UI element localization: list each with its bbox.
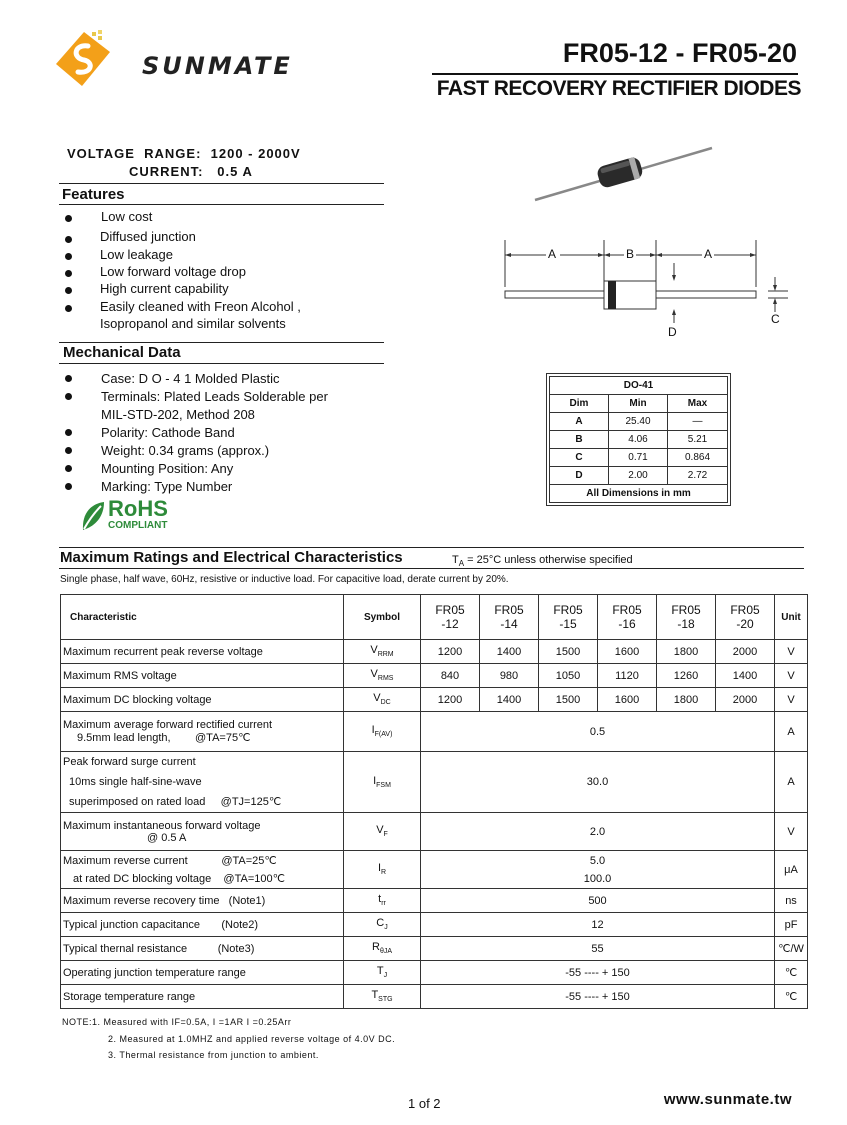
cell-symbol: $I_{FSM}$ bbox=[344, 752, 421, 813]
diode-photo bbox=[530, 140, 720, 205]
note-3: 3. Thermal resistance from junction to ambient. bbox=[108, 1050, 319, 1060]
cell-value: 2000 bbox=[716, 640, 775, 664]
table-row bbox=[550, 413, 728, 431]
cell-value: 1600 bbox=[598, 640, 657, 664]
feature-item: Low cost bbox=[101, 209, 153, 224]
features-top-rule bbox=[59, 183, 384, 184]
cell-characteristic: Typical thernal resistance (Note3) bbox=[61, 937, 344, 961]
ratings-top-rule bbox=[59, 547, 804, 548]
feature-item: Isopropanol and similar solvents bbox=[100, 316, 286, 331]
cell-symbol: $V_{RMS}$ bbox=[344, 664, 421, 688]
table-row bbox=[550, 467, 728, 485]
voltage-range: VOLTAGE RANGE: 1200 - 2000V bbox=[67, 146, 301, 161]
cell-symbol: $V_{RRM}$ bbox=[344, 640, 421, 664]
title-underline bbox=[432, 73, 798, 75]
logo-mark-icon bbox=[52, 30, 136, 90]
ratings-bottom-rule bbox=[59, 568, 804, 569]
cell-value: 2.0 bbox=[421, 813, 775, 851]
cell-value: 1800 bbox=[657, 640, 716, 664]
cell-value: 2000 bbox=[716, 688, 775, 712]
mechanical-item: Mounting Position: Any bbox=[101, 461, 234, 476]
cell-characteristic: Maximum RMS voltage bbox=[61, 664, 344, 688]
cell-value: 1260 bbox=[657, 664, 716, 688]
cell-value: 840 bbox=[421, 664, 480, 688]
cell-unit: ℃ bbox=[775, 961, 808, 985]
feature-item: Low forward voltage drop bbox=[100, 264, 246, 279]
bullet-icon bbox=[65, 287, 72, 294]
cell-characteristic: Maximum reverse recovery time (Note1) bbox=[61, 889, 344, 913]
dim-cell: 2.72 bbox=[668, 467, 728, 485]
cell-value: 1400 bbox=[480, 640, 539, 664]
cell-symbol: $I_{F(AV)}$ bbox=[344, 712, 421, 752]
bullet-icon bbox=[65, 447, 72, 454]
rohs-badge bbox=[80, 498, 190, 534]
dim-header: Max bbox=[668, 395, 728, 413]
dim-label-b: B bbox=[626, 247, 635, 261]
bullet-icon bbox=[65, 236, 72, 243]
cell-characteristic: Operating junction temperature range bbox=[61, 961, 344, 985]
cell-value: 1200 bbox=[421, 640, 480, 664]
dimension-drawing bbox=[498, 235, 798, 345]
cell-value: 12 bbox=[421, 913, 775, 937]
mechanical-item: Weight: 0.34 grams (approx.) bbox=[101, 443, 270, 458]
dim-cell: 2.00 bbox=[609, 467, 668, 485]
cell-value: 500 bbox=[421, 889, 775, 913]
cell-characteristic: Maximum instantaneous forward voltage @ 0.5 A bbox=[61, 813, 344, 851]
cell-unit: ns bbox=[775, 889, 808, 913]
cell-characteristic: Peak forward surge current 10ms single half-sine-wave superimposed on rated load @TJ=125℃ bbox=[61, 752, 344, 813]
mechanical-item: Case: D O - 4 1 Molded Plastic bbox=[101, 371, 280, 386]
cell-unit: A bbox=[775, 752, 808, 813]
current-rating: CURRENT: 0.5 A bbox=[129, 164, 253, 179]
col-part: FR05 -15 bbox=[539, 595, 598, 640]
cell-characteristic: Storage temperature range bbox=[61, 985, 344, 1009]
table-row bbox=[61, 688, 808, 712]
note-1: NOTE:1. Measured with IF=0.5A, I =1AR I =0.25Arr bbox=[62, 1017, 292, 1027]
page-number: 1 of 2 bbox=[408, 1096, 441, 1111]
table-row bbox=[61, 985, 808, 1009]
website-link[interactable]: www.sunmate.tw bbox=[663, 1091, 792, 1108]
cell-value: 980 bbox=[480, 664, 539, 688]
dim-label-d: D bbox=[668, 325, 677, 339]
cell-value: 1200 bbox=[421, 688, 480, 712]
page-subtitle: FAST RECOVERY RECTIFIER DIODES bbox=[436, 77, 801, 100]
mechanical-top-rule bbox=[59, 342, 384, 343]
dim-cell: — bbox=[668, 413, 728, 431]
col-part: FR05 -16 bbox=[598, 595, 657, 640]
dimensions-table-frame bbox=[546, 373, 731, 506]
cell-symbol: $C_J$ bbox=[344, 913, 421, 937]
cell-characteristic: Maximum DC blocking voltage bbox=[61, 688, 344, 712]
cell-value: -55 ---- + 150 bbox=[421, 961, 775, 985]
cell-unit: pF bbox=[775, 913, 808, 937]
features-bottom-rule bbox=[59, 204, 384, 205]
cell-value: 55 bbox=[421, 937, 775, 961]
bullet-icon bbox=[65, 465, 72, 472]
ratings-title: Maximum Ratings and Electrical Characteristics bbox=[60, 549, 403, 566]
cell-unit: V bbox=[775, 664, 808, 688]
dim-cell: C bbox=[550, 449, 609, 467]
cell-value: -55 ---- + 150 bbox=[421, 985, 775, 1009]
cell-symbol: $T_J$ bbox=[344, 961, 421, 985]
cell-symbol: $V_{DC}$ bbox=[344, 688, 421, 712]
cell-characteristic: Typical junction capacitance (Note2) bbox=[61, 913, 344, 937]
cell-symbol: $R_{\theta JA}$ bbox=[344, 937, 421, 961]
mechanical-item: MIL-STD-202, Method 208 bbox=[101, 407, 255, 422]
col-unit: Unit bbox=[775, 595, 808, 640]
cell-value: 5.0 100.0 bbox=[421, 851, 775, 889]
cell-value: 1500 bbox=[539, 688, 598, 712]
dim-cell: 0.71 bbox=[609, 449, 668, 467]
cell-characteristic: Maximum reverse current @TA=25℃ at rated DC blocking voltage @TA=100℃ bbox=[61, 851, 344, 889]
cell-symbol: $T_{STG}$ bbox=[344, 985, 421, 1009]
dim-footer: All Dimensions in mm bbox=[550, 485, 728, 503]
ratings-note-line: Single phase, half wave, 60Hz, resistive or inductive load. For capacitive load, derate current by 20%. bbox=[60, 574, 509, 585]
col-part: FR05 -12 bbox=[421, 595, 480, 640]
dim-cell: 5.21 bbox=[668, 431, 728, 449]
feature-item: Diffused junction bbox=[100, 229, 196, 244]
ratings-condition: $T_A = 25^\circ C$ unless otherwise specified bbox=[452, 554, 633, 569]
features-title: Features bbox=[62, 186, 125, 203]
bullet-icon bbox=[65, 393, 72, 400]
dim-label-c: C bbox=[771, 312, 780, 326]
bullet-icon bbox=[65, 305, 72, 312]
ratings-table bbox=[60, 594, 808, 1009]
dim-cell: 25.40 bbox=[609, 413, 668, 431]
dim-cell: 0.864 bbox=[668, 449, 728, 467]
cell-value: 1400 bbox=[480, 688, 539, 712]
dim-label-a-right: A bbox=[704, 247, 713, 261]
table-row bbox=[61, 664, 808, 688]
dim-package: DO-41 bbox=[550, 377, 728, 395]
feature-item: Low leakage bbox=[100, 247, 173, 262]
col-symbol: Symbol bbox=[344, 595, 421, 640]
cell-unit: V bbox=[775, 813, 808, 851]
cell-unit: ℃ bbox=[775, 985, 808, 1009]
mechanical-title: Mechanical Data bbox=[63, 344, 181, 361]
mechanical-bottom-rule bbox=[59, 363, 384, 364]
cell-symbol: $I_R$ bbox=[344, 851, 421, 889]
col-part: FR05 -18 bbox=[657, 595, 716, 640]
cell-value: 1800 bbox=[657, 688, 716, 712]
col-part: FR05 -14 bbox=[480, 595, 539, 640]
dim-header: Dim bbox=[550, 395, 609, 413]
mechanical-item: Polarity: Cathode Band bbox=[101, 425, 235, 440]
sunmate-logo bbox=[52, 30, 317, 90]
table-row bbox=[61, 851, 808, 889]
table-row bbox=[61, 913, 808, 937]
dim-label-a-left: A bbox=[548, 247, 557, 261]
leaf-icon bbox=[80, 500, 106, 532]
bullet-icon bbox=[65, 375, 72, 382]
cell-unit: μA bbox=[775, 851, 808, 889]
cell-value: 1120 bbox=[598, 664, 657, 688]
table-row bbox=[61, 813, 808, 851]
cell-unit: A bbox=[775, 712, 808, 752]
cell-value: 1400 bbox=[716, 664, 775, 688]
table-row bbox=[61, 712, 808, 752]
cell-value: 1600 bbox=[598, 688, 657, 712]
cell-unit: ℃/W bbox=[775, 937, 808, 961]
feature-item: High current capability bbox=[100, 281, 229, 296]
bullet-icon bbox=[65, 429, 72, 436]
col-characteristic: Characteristic bbox=[61, 595, 344, 640]
dim-cell: D bbox=[550, 467, 609, 485]
cell-characteristic: Maximum average forward rectified current 9.5mm lead length, @TA=75℃ bbox=[61, 712, 344, 752]
bullet-icon bbox=[65, 253, 72, 260]
table-row bbox=[61, 889, 808, 913]
dim-header: Min bbox=[609, 395, 668, 413]
table-row bbox=[61, 961, 808, 985]
rohs-label: RoHS bbox=[108, 496, 168, 521]
cell-symbol: $V_F$ bbox=[344, 813, 421, 851]
dim-cell: A bbox=[550, 413, 609, 431]
dimensions-table bbox=[549, 376, 728, 503]
mechanical-item: Marking: Type Number bbox=[101, 479, 233, 494]
bullet-icon bbox=[65, 215, 72, 222]
table-row bbox=[61, 937, 808, 961]
cell-value: 1050 bbox=[539, 664, 598, 688]
dim-cell: B bbox=[550, 431, 609, 449]
logo-text: SUNMATE bbox=[142, 52, 293, 80]
feature-item: Easily cleaned with Freon Alcohol , bbox=[100, 299, 301, 314]
mechanical-item: Terminals: Plated Leads Solderable per bbox=[101, 389, 328, 404]
page-title: FR05-12 - FR05-20 bbox=[562, 38, 797, 68]
cell-value: 1500 bbox=[539, 640, 598, 664]
rohs-sub: COMPLIANT bbox=[108, 520, 168, 531]
note-2: 2. Measured at 1.0MHZ and applied reverse voltage of 4.0V DC. bbox=[108, 1034, 396, 1044]
cell-value: 0.5 bbox=[421, 712, 775, 752]
table-row bbox=[61, 752, 808, 813]
table-row bbox=[550, 431, 728, 449]
cell-symbol: $t_{rr}$ bbox=[344, 889, 421, 913]
cell-unit: V bbox=[775, 640, 808, 664]
bullet-icon bbox=[65, 483, 72, 490]
cell-unit: V bbox=[775, 688, 808, 712]
table-row bbox=[61, 640, 808, 664]
dim-cell: 4.06 bbox=[609, 431, 668, 449]
cell-characteristic: Maximum recurrent peak reverse voltage bbox=[61, 640, 344, 664]
bullet-icon bbox=[65, 270, 72, 277]
cell-value: 30.0 bbox=[421, 752, 775, 813]
table-row bbox=[550, 449, 728, 467]
col-part: FR05 -20 bbox=[716, 595, 775, 640]
